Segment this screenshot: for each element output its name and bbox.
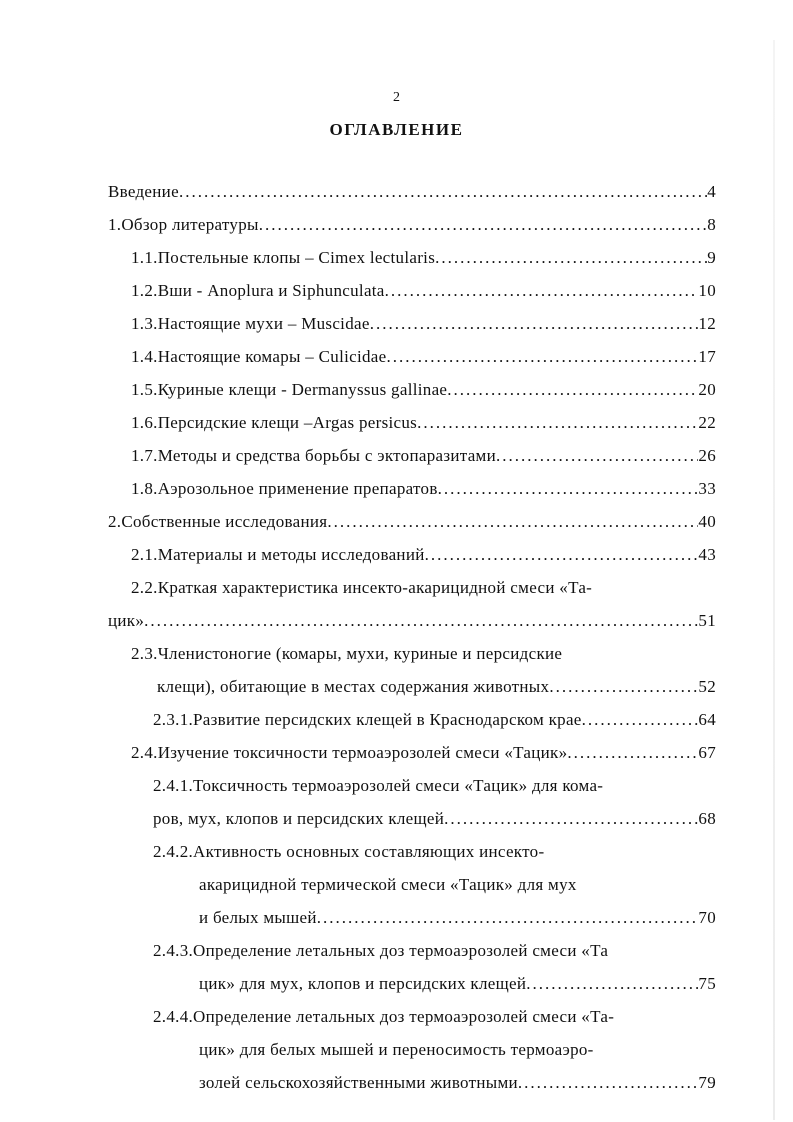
toc-leader-dots [386, 346, 698, 368]
toc-entry-text: 1.1.Постельные клопы – Cimex lectularis [131, 248, 436, 267]
toc-entry-2-4-2-line3[interactable] [199, 907, 716, 929]
toc-leader-dots [444, 808, 698, 830]
toc-leader-dots [582, 709, 699, 731]
toc-entry-introduction[interactable] [108, 181, 716, 203]
toc-leader-dots [327, 511, 698, 533]
toc-entry-text: 2.3.1.Развитие персидских клещей в Краснодарском крае [153, 710, 582, 729]
toc-entry-text: 2.Собственные исследования [108, 512, 328, 531]
toc-entry-text: 1.8.Аэрозольное применение препаратов [131, 479, 438, 498]
toc-entry-page: 75 [698, 974, 716, 993]
toc-entry-page: 70 [698, 908, 716, 927]
toc-entry-page: 10 [698, 281, 716, 300]
toc-entry-text: 1.2.Вши - Anoplura и Siphunculata [131, 281, 385, 300]
toc-entry-2-4-3-line2[interactable] [199, 973, 716, 995]
toc-leader-dots [425, 544, 699, 566]
toc-entry-page: 26 [698, 446, 716, 465]
toc-leader-dots [179, 181, 707, 203]
toc-leader-dots [526, 973, 698, 995]
toc-entry-2-4-1-line1[interactable]: 2.4.1.Токсичность термоаэрозолей смеси «Тацик» для кома- [153, 776, 604, 795]
toc-entry-page: 68 [698, 809, 716, 828]
toc-leader-dots [144, 610, 698, 632]
toc-entry-page: 12 [698, 314, 716, 333]
toc-entry-page: 67 [698, 743, 716, 762]
toc-entry-text: 1.3.Настоящие мухи – Muscidae [131, 314, 370, 333]
toc-entry-text: 2.4.Изучение токсичности термоаэрозолей смеси «Тацик» [131, 743, 568, 762]
toc-entry-2-4-3-line1[interactable]: 2.4.3.Определение летальных доз термоаэрозолей смеси «Та [153, 941, 609, 960]
toc-entry-1-8[interactable] [131, 478, 716, 500]
toc-entry-1-6[interactable] [131, 412, 716, 434]
toc-entry-text: ров, мух, клопов и персидских клещей [153, 809, 445, 828]
toc-entry-2-4-2-line2[interactable]: акарицидной термической смеси «Тацик» для мух [199, 875, 577, 894]
toc-entry-text: Введение [108, 182, 179, 201]
toc-entry-2-4-4-line3[interactable] [199, 1072, 716, 1094]
toc-leader-dots [549, 676, 698, 698]
toc-entry-text: 1.Обзор литературы [108, 215, 259, 234]
toc-leader-dots [385, 280, 699, 302]
toc-leader-dots [370, 313, 699, 335]
toc-entry-2-4[interactable] [131, 742, 716, 764]
toc-entry-text: цик» для мух, клопов и персидских клещей [199, 974, 527, 993]
toc-entry-1-4[interactable] [131, 346, 716, 368]
toc-entry-page: 22 [698, 413, 716, 432]
toc-entry-1-7[interactable] [131, 445, 716, 467]
toc-entry-1-5[interactable] [131, 379, 716, 401]
toc-entry-text: 1.4.Настоящие комары – Culicidae [131, 347, 387, 366]
toc-entry-page: 8 [707, 215, 716, 234]
toc-entry-2-2-line1[interactable]: 2.2.Краткая характеристика инсекто-акарицидной смеси «Та- [131, 578, 593, 597]
toc-entry-page: 4 [707, 182, 716, 201]
page-number: 2 [393, 90, 400, 105]
toc-entry-text: золей сельскохозяйственными животными [199, 1073, 518, 1092]
toc-entry-1-3[interactable] [131, 313, 716, 335]
toc-leader-dots [417, 412, 698, 434]
toc-leader-dots [447, 379, 698, 401]
toc-entry-2-4-2-line1[interactable]: 2.4.2.Активность основных составляющих инсекто- [153, 842, 545, 861]
toc-entry-2-4-1-line2[interactable] [153, 808, 716, 830]
toc-leader-dots [496, 445, 698, 467]
toc-entry-text: 1.5.Куриные клещи - Dermanyssus gallinae [131, 380, 448, 399]
toc-entry-text: 2.1.Материалы и методы исследований [131, 545, 425, 564]
toc-leader-dots [518, 1072, 698, 1094]
toc-entry-text: 1.7.Методы и средства борьбы с эктопаразитами [131, 446, 497, 465]
toc-leader-dots [567, 742, 698, 764]
toc-leader-dots [317, 907, 699, 929]
toc-entry-text: клещи), обитающие в местах содержания животных [157, 677, 550, 696]
toc-entry-2-4-4-line1[interactable]: 2.4.4.Определение летальных доз термоаэрозолей смеси «Та- [153, 1007, 615, 1026]
toc-entry-2-1[interactable] [131, 544, 716, 566]
page-edge [773, 40, 775, 1120]
toc-entry-1[interactable] [108, 214, 716, 236]
toc-leader-dots [259, 214, 707, 236]
toc-entry-page: 9 [707, 248, 716, 267]
toc-entry-1-2[interactable] [131, 280, 716, 302]
toc-entry-page: 51 [698, 611, 716, 630]
toc-entry-1-1[interactable] [131, 247, 716, 269]
toc-leader-dots [438, 478, 699, 500]
toc-entry-2-4-4-line2[interactable]: цик» для белых мышей и переносимость термоаэро- [199, 1040, 594, 1059]
toc-entry-page: 33 [698, 479, 716, 498]
toc-entry-2[interactable] [108, 511, 716, 533]
toc-entry-2-3-line2[interactable] [157, 676, 716, 698]
toc-entry-page: 52 [698, 677, 716, 696]
toc-title: ОГЛАВЛЕНИЕ [329, 120, 464, 139]
toc-entry-text: 1.6.Персидские клещи –Argas persicus [131, 413, 418, 432]
toc-entry-2-3-line1[interactable]: 2.3.Членистоногие (комары, мухи, куриные и персидские [131, 644, 563, 663]
toc-entry-text: цик» [108, 611, 145, 630]
toc-entry-page: 64 [698, 710, 716, 729]
toc-entry-2-2-line2[interactable] [108, 610, 716, 632]
toc-entry-page: 79 [698, 1073, 716, 1092]
toc-entry-text: и белых мышей [199, 908, 317, 927]
toc-entry-page: 43 [698, 545, 716, 564]
toc-entry-page: 40 [698, 512, 716, 531]
toc-entry-page: 20 [698, 380, 716, 399]
toc-leader-dots [435, 247, 707, 269]
toc-entry-page: 17 [698, 347, 716, 366]
toc-entry-2-3-1[interactable] [153, 709, 716, 731]
